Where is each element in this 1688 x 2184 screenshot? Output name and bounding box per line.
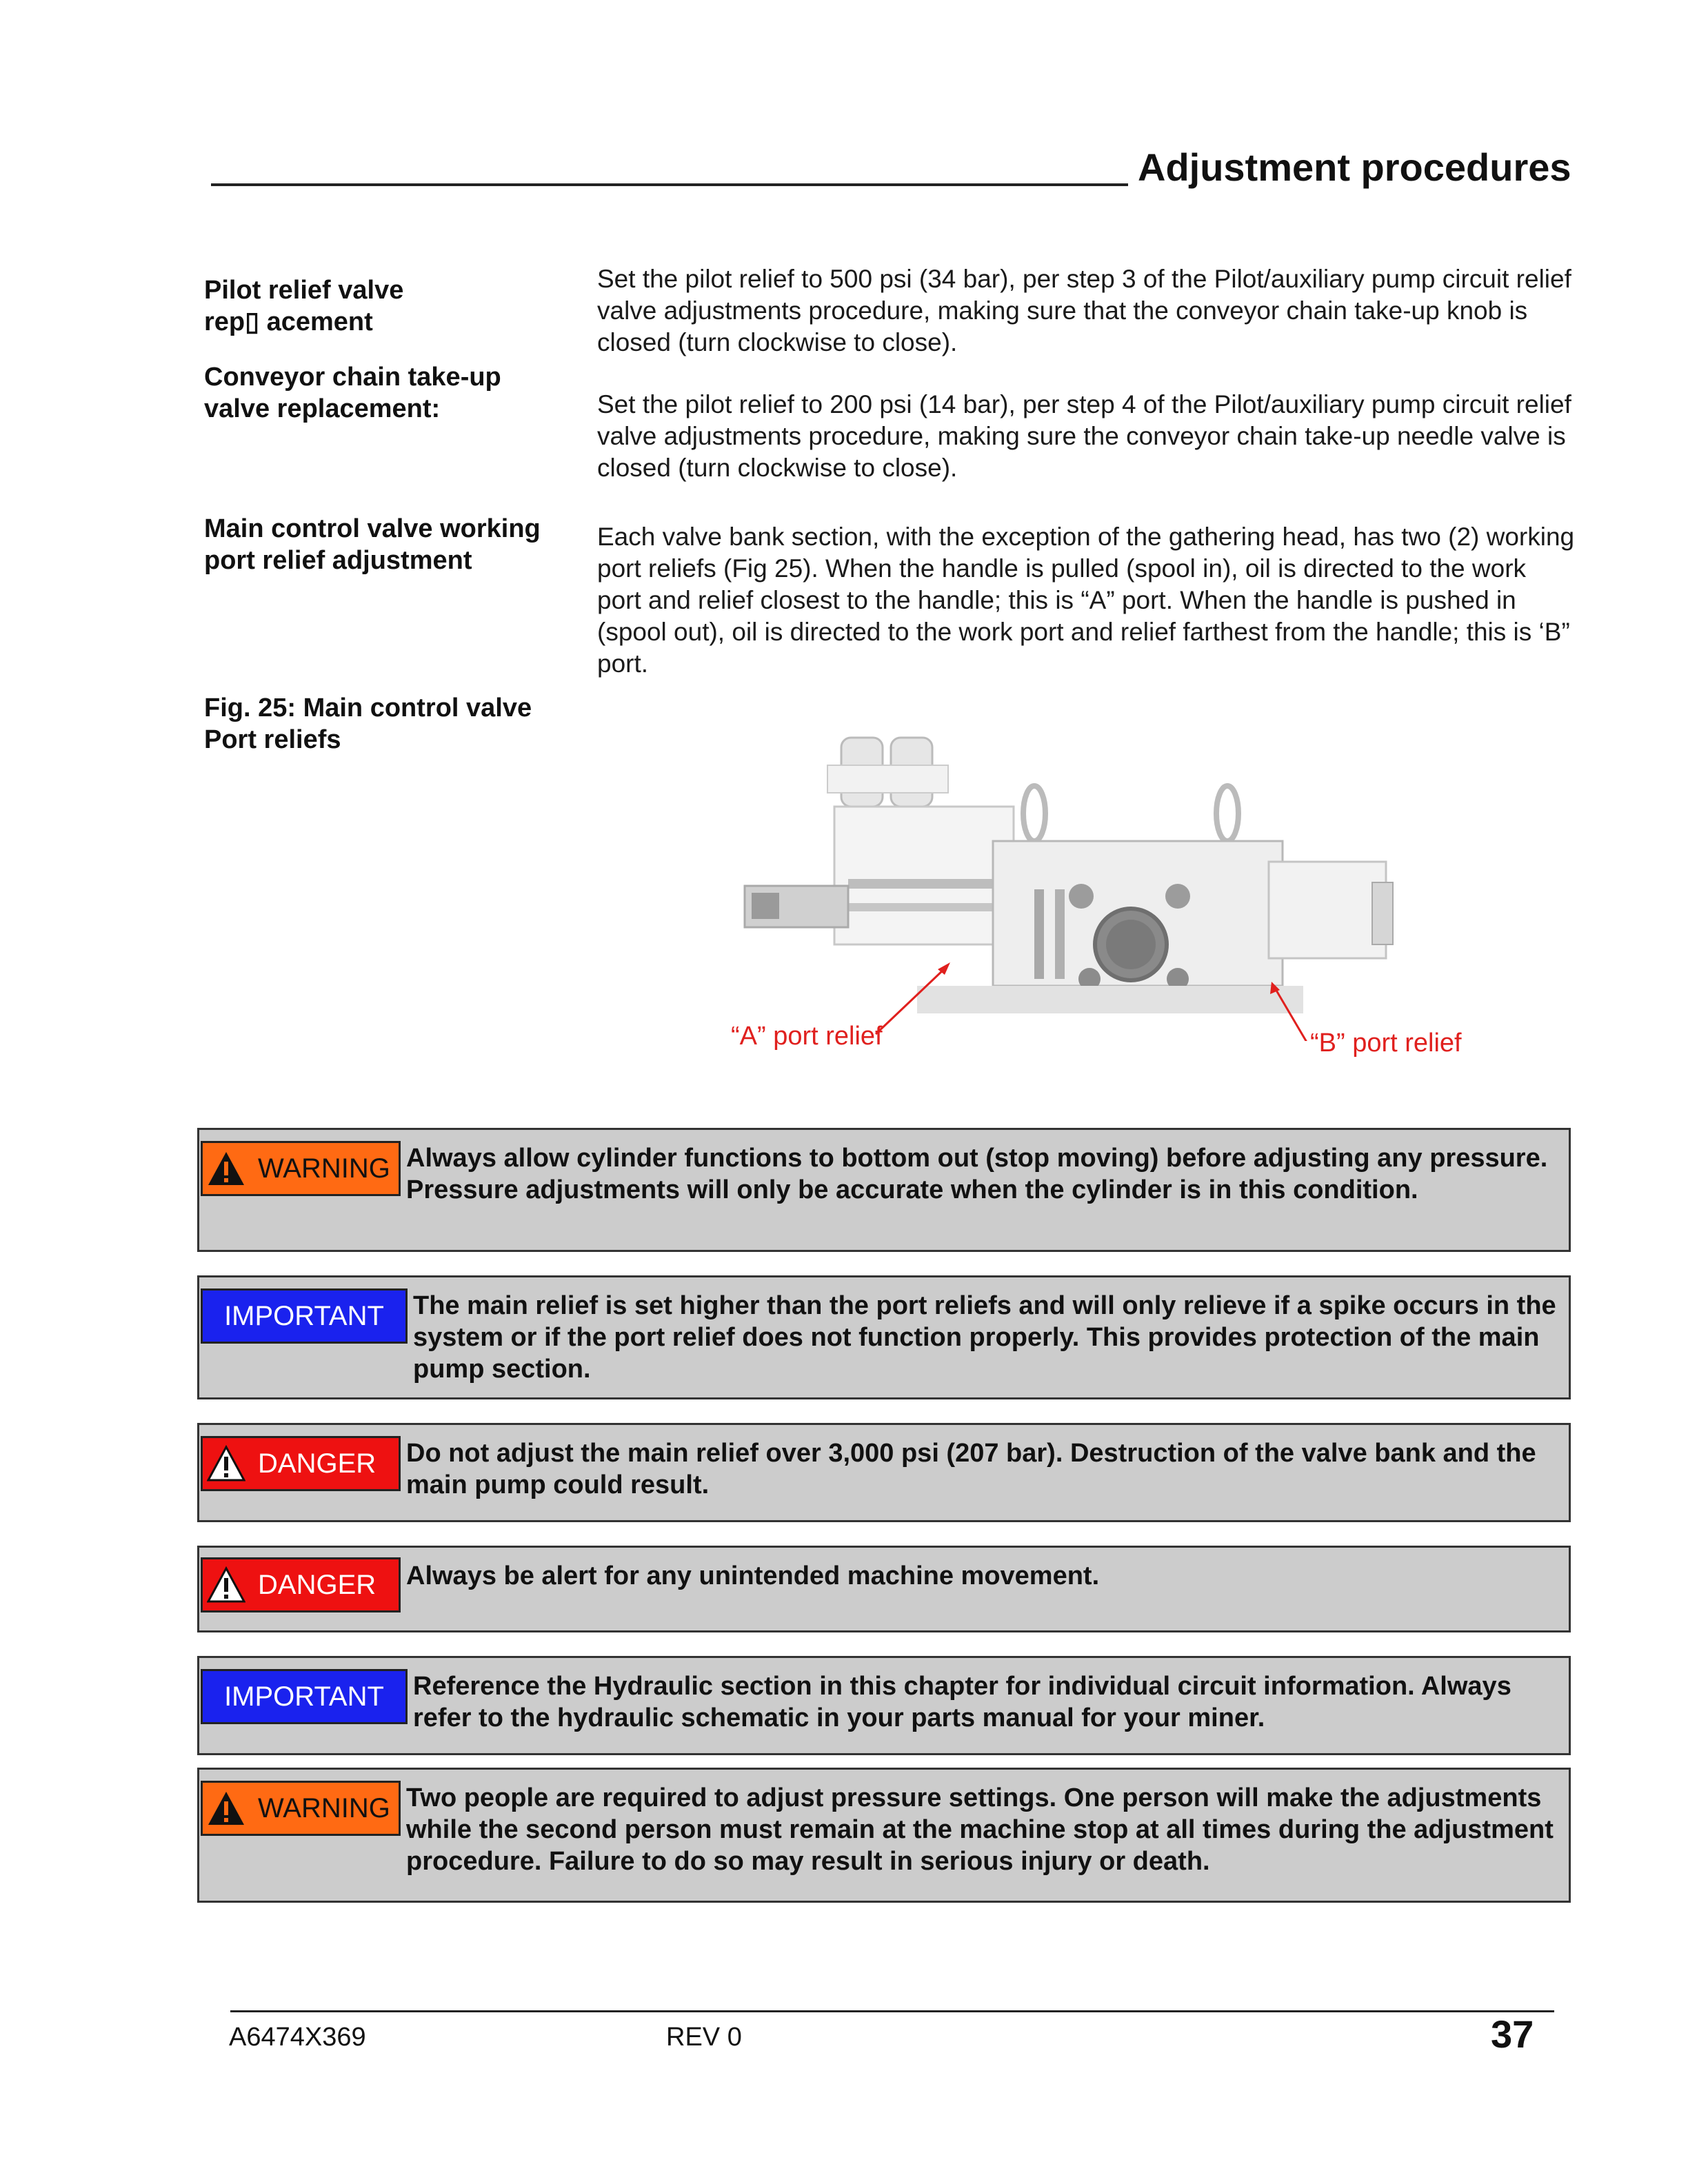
callout-b-port-relief: “B” port relief	[1310, 1029, 1462, 1058]
header-rule	[211, 183, 1128, 186]
heading-pilot-relief: Pilot relief valve rep▯ acement	[204, 276, 404, 336]
warning-text: Always allow cylinder functions to bottom out (stop moving) before adjusting any pressure. Pressure adjustments will only be accurate when the cylinder is in this condition.	[406, 1144, 1548, 1204]
paragraph-port-relief: Each valve bank section, with the exception of the gathering head, has two (2) working port reliefs (Fig 25). When the handle is pulled (spool in), oil is directed to the work port and relief closest to the handle; this is “A” port. When the handle is pushed in (spool out), oil is directed to the work port and relief farthest from the handle; this is ‘B” port.	[597, 523, 1575, 678]
notice-danger	[197, 1546, 1571, 1632]
warning-text: Two people are required to adjust pressure settings. One person will make the adjustments while the second person must remain at the machine stop at all times during the adjustment procedure. Failure to do so may result in serious injury or death.	[406, 1783, 1554, 1876]
danger-tag	[201, 1557, 401, 1612]
notice-danger	[197, 1423, 1571, 1522]
paragraph-pilot-relief: Set the pilot relief to 500 psi (34 bar), per step 3 of the Pilot/auxiliary pump circuit relief valve adjustments procedure, making sure that the conveyor chain take-up knob is closed (turn clockwise to close).	[597, 265, 1571, 356]
heading-conveyor-chain: Conveyor chain take-up valve replacement:	[204, 363, 501, 423]
important-tag	[201, 1669, 408, 1724]
danger-triangle-icon	[207, 1566, 245, 1604]
revision: REV 0	[666, 2023, 742, 2052]
paragraph-conveyor-chain: Set the pilot relief to 200 psi (14 bar), per step 4 of the Pilot/auxiliary pump circuit relief valve adjustments procedure, making sure the conveyor chain take-up needle valve is closed (turn clockwise to close).	[597, 390, 1571, 482]
page-title: Adjustment procedures	[1138, 145, 1571, 189]
footer-rule	[230, 2010, 1554, 2012]
notice-important	[197, 1656, 1571, 1755]
important-text: Reference the Hydraulic section in this chapter for individual circuit information. Always refer to the hydraulic schematic in your parts manual for your miner.	[413, 1672, 1511, 1732]
danger-triangle-icon	[207, 1444, 245, 1483]
figure-caption: Fig. 25: Main control valve Port reliefs	[204, 694, 532, 754]
notice-warning	[197, 1128, 1571, 1252]
danger-label: DANGER	[258, 1448, 376, 1479]
warning-triangle-icon	[207, 1149, 245, 1188]
notice-important	[197, 1275, 1571, 1399]
warning-label: WARNING	[258, 1153, 390, 1184]
heading-main-control-valve: Main control valve working port relief adjustment	[204, 514, 541, 575]
important-text: The main relief is set higher than the port reliefs and will only relieve if a spike occurs in the system or if the port relief does not function properly. This provides protection of the main pump section.	[413, 1291, 1556, 1384]
warning-tag	[201, 1141, 401, 1196]
important-tag	[201, 1288, 408, 1344]
notice-warning	[197, 1768, 1571, 1903]
danger-label: DANGER	[258, 1569, 376, 1600]
page-number: 37	[1491, 2012, 1534, 2056]
important-label: IMPORTANT	[224, 1300, 384, 1331]
warning-label: WARNING	[258, 1792, 390, 1823]
valve-bank-figure	[731, 724, 1420, 1041]
warning-tag	[201, 1781, 401, 1836]
document-id: A6474X369	[229, 2023, 366, 2052]
danger-text: Always be alert for any unintended machine movement.	[406, 1561, 1100, 1590]
callout-a-port-relief: “A” port relief	[731, 1022, 883, 1051]
danger-text: Do not adjust the main relief over 3,000 psi (207 bar). Destruction of the valve bank and the main pump could result.	[406, 1439, 1536, 1499]
warning-triangle-icon	[207, 1789, 245, 1828]
important-label: IMPORTANT	[224, 1681, 384, 1712]
danger-tag	[201, 1436, 401, 1491]
